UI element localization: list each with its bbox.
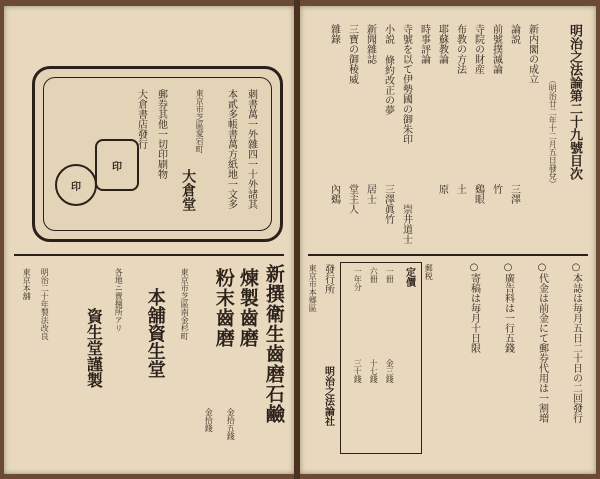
postage-label: 郵税 <box>424 264 434 280</box>
toc-author: 崇井道士 <box>400 204 412 244</box>
toc-author: 土 <box>454 184 466 194</box>
ad-seal: 印 <box>55 164 97 206</box>
price-cell: 金三錢 <box>385 359 395 383</box>
ad-square-seal: 印 <box>95 139 139 191</box>
ad-body-line: 本舖資生堂 <box>144 288 166 378</box>
toc-item: 布教の方法 <box>454 24 466 74</box>
toc-author: 內鷄 <box>328 184 340 204</box>
right-page <box>300 6 596 474</box>
toc-item: 寺院の財産 <box>472 24 484 74</box>
ad-body-text <box>64 268 194 458</box>
page-title: 明治之法論第二十九號目次 <box>566 24 582 180</box>
left-page <box>4 6 294 474</box>
toc-item: 耶蘇教論 <box>436 24 448 64</box>
divider <box>14 254 284 256</box>
notice-item: ○代金は前金にて郵券代用は一割増 <box>536 262 548 423</box>
toc-author: 三澤眞竹 <box>382 184 394 224</box>
toc-item: 新聞雜誌 <box>364 24 376 64</box>
shop-advertisement <box>32 66 283 242</box>
ad-line-1: 刺書萬一外雜四一十外諸其 <box>245 89 257 209</box>
ad-title-3: 粉末齒磨 <box>212 268 235 348</box>
toc-author: 原 <box>436 184 448 194</box>
ad-body-line: 各地ニ賣捌所アリ <box>114 268 124 332</box>
ad-body-line: 資生堂謹製 <box>84 308 104 388</box>
toc-item: 論説 <box>508 24 520 44</box>
ad-title-main: 新撰衛生齒磨石鹼 <box>262 264 285 424</box>
toc-item: 三寶の御稜威 <box>346 24 358 84</box>
price-cell: 一年分 <box>353 267 363 291</box>
price-header: 定價 <box>403 267 415 287</box>
toc-author: 鷄眼 <box>472 184 484 204</box>
toc-item: 小説 條約改正の夢 <box>382 24 394 115</box>
ad-side-small: 東京本舖 <box>22 268 32 300</box>
ad-price-2: 金拾錢 <box>204 408 214 432</box>
notices <box>440 262 590 462</box>
toc-item: 時事評論 <box>418 24 430 64</box>
ad-side-small: 明治二十年製法改良 <box>40 268 50 340</box>
ad-title-2: 煉製齒磨 <box>236 268 259 348</box>
toc-author: 竹 <box>490 184 502 194</box>
price-cell: 一冊 <box>385 267 395 283</box>
publisher-line: 發行所 <box>322 264 334 294</box>
price-cell: 六冊 <box>369 267 379 283</box>
toc-item: 前號撲滅論 <box>490 24 502 74</box>
toc-author: 堂主人 <box>346 184 358 214</box>
toc-item: 雜錄 <box>328 24 340 44</box>
issue-date: （明治廿二年十二月五日發兌） <box>548 76 558 188</box>
notice-item: ○本誌は毎月五日二十日の二回發行 <box>570 262 582 423</box>
publisher-line: 東京市本郷區 <box>308 264 318 312</box>
table-of-contents <box>320 24 540 254</box>
divider <box>308 254 588 256</box>
ad-body-line: 東京市芝區南金杉町 <box>180 268 190 340</box>
publisher-line: 明治之法論社 <box>322 366 334 426</box>
price-table <box>340 262 422 454</box>
toc-author: 居士 <box>364 184 376 204</box>
toc-item: 新内閣の成立 <box>526 24 538 84</box>
ad-publisher: 東京市芝區愛宕町 <box>195 89 205 153</box>
notice-item: ○寄稿は毎月十日限 <box>468 262 480 353</box>
ad-shop-name: 大倉堂 <box>180 169 197 211</box>
price-cell: 十七錢 <box>369 359 379 383</box>
toc-author: 三澤 <box>508 184 520 204</box>
ad-line-4: 大倉書店發行 <box>135 89 147 149</box>
ad-line-3: 郵券其他一切印刷物 <box>155 89 167 179</box>
price-cell: 三十錢 <box>353 359 363 383</box>
ad-line-2: 本貳多帳書萬方紙地一文多 <box>225 89 237 209</box>
notice-item: ○廣告料は一行五錢 <box>502 262 514 353</box>
ad-price-1: 金拾五錢 <box>226 408 236 440</box>
toc-item: 寺號を以て伊勢國の御朱印 <box>400 24 412 144</box>
